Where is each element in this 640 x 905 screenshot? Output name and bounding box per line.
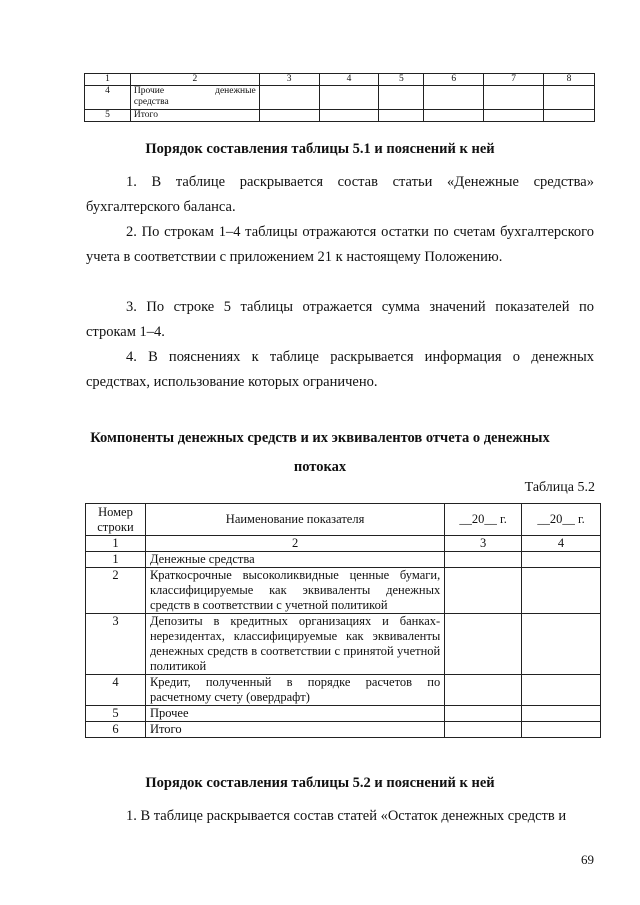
table-row <box>86 614 601 675</box>
row-name <box>130 86 259 110</box>
row-name-line: средства <box>133 97 169 107</box>
table-cell <box>522 722 601 738</box>
row-number: 2 <box>86 568 146 614</box>
table-row <box>86 675 601 706</box>
col-header-year: __20__ г. <box>522 504 601 536</box>
col-header-year: __20__ г. <box>445 504 522 536</box>
table-cell <box>259 110 319 122</box>
table-cell <box>522 552 601 568</box>
table-cell <box>544 110 595 122</box>
row-name: Денежные средства <box>145 552 444 568</box>
table-caption: Таблица 5.2 <box>524 480 595 495</box>
table-cell: 3 <box>445 536 522 552</box>
row-name: Итого <box>130 110 259 122</box>
table-cell: 5 <box>379 74 424 86</box>
paragraph: 2. По строкам 1–4 таблицы отражаются остатки по счетам бухгалтерского учета в соответствии с приложением 21 к настоящему Положению. <box>86 224 594 265</box>
row-number: 5 <box>85 110 131 122</box>
table-cell <box>424 110 484 122</box>
table-cell: 2 <box>130 74 259 86</box>
table-row <box>86 722 601 738</box>
table-cell <box>445 722 522 738</box>
table-cell <box>522 675 601 706</box>
row-name: Итого <box>145 722 444 738</box>
table-cell <box>445 614 522 675</box>
section-title-cont: потоках <box>293 459 347 475</box>
section-heading-5-1: Порядок составления таблицы 5.1 и пояснений к ней <box>145 141 495 157</box>
table-cell <box>445 675 522 706</box>
table-cell: 6 <box>424 74 484 86</box>
table-cell <box>445 568 522 614</box>
table-row <box>85 110 595 122</box>
table-header-row <box>85 74 595 86</box>
table-row <box>86 552 601 568</box>
table-cell: 4 <box>319 74 379 86</box>
page-number: 69 <box>581 852 594 867</box>
table-cell: 2 <box>145 536 444 552</box>
table-index-row <box>86 536 601 552</box>
table-cell <box>484 110 544 122</box>
paragraph: 1. В таблице раскрывается состав статей «Остаток денежных средств и <box>126 808 567 824</box>
table-cell <box>259 86 319 110</box>
table-cell <box>319 86 379 110</box>
table-5-2 <box>85 503 601 738</box>
table-cell <box>319 110 379 122</box>
table-cell: 1 <box>86 536 146 552</box>
table-cell <box>379 86 424 110</box>
table-cell: 7 <box>484 74 544 86</box>
row-number: 3 <box>86 614 146 675</box>
table-cell: 1 <box>85 74 131 86</box>
row-number: 6 <box>86 722 146 738</box>
table-header-row <box>86 504 601 536</box>
table-cell <box>522 568 601 614</box>
row-name-word: Прочие <box>133 86 165 96</box>
table-cell <box>445 706 522 722</box>
col-header-name: Наименование показателя <box>145 504 444 536</box>
table-cell: 8 <box>544 74 595 86</box>
table-cell <box>544 86 595 110</box>
table-cell <box>445 552 522 568</box>
row-number: 4 <box>86 675 146 706</box>
section-title: Компоненты денежных средств и их эквивалентов отчета о денежных <box>90 430 550 446</box>
table-5-1-tail <box>84 73 595 122</box>
row-name: Депозиты в кредитных организациях и банках-нерезидентах, классифицируемые как эквиваленты денежных средств в соответствии с принятой учетной политикой <box>145 614 444 675</box>
table-row <box>85 86 595 110</box>
row-number: 1 <box>86 552 146 568</box>
table-row <box>86 568 601 614</box>
col-header-number: Номер строки <box>86 504 146 536</box>
paragraph: 4. В пояснениях к таблице раскрывается информация о денежных средствах, использование которых ограничено. <box>86 349 594 390</box>
table-cell <box>522 614 601 675</box>
row-number: 4 <box>85 86 131 110</box>
row-name: Краткосрочные высоколиквидные ценные бумаги, классифицируемые как эквиваленты денежных средств в соответствии с учетной политикой <box>145 568 444 614</box>
table-cell <box>424 86 484 110</box>
table-cell <box>522 706 601 722</box>
section-heading-5-2: Порядок составления таблицы 5.2 и пояснений к ней <box>145 775 495 791</box>
table-cell <box>379 110 424 122</box>
row-name-word: денежные <box>215 86 256 96</box>
row-name: Прочее <box>145 706 444 722</box>
paragraph: 1. В таблице раскрывается состав статьи «Денежные средства» бухгалтерского баланса. <box>86 174 594 215</box>
table-cell: 4 <box>522 536 601 552</box>
table-row <box>86 706 601 722</box>
table-cell <box>484 86 544 110</box>
paragraph: 3. По строке 5 таблицы отражается сумма значений показателей по строкам 1–4. <box>86 299 594 340</box>
row-number: 5 <box>86 706 146 722</box>
row-name: Кредит, полученный в порядке расчетов по расчетному счету (овердрафт) <box>145 675 444 706</box>
table-cell: 3 <box>259 74 319 86</box>
